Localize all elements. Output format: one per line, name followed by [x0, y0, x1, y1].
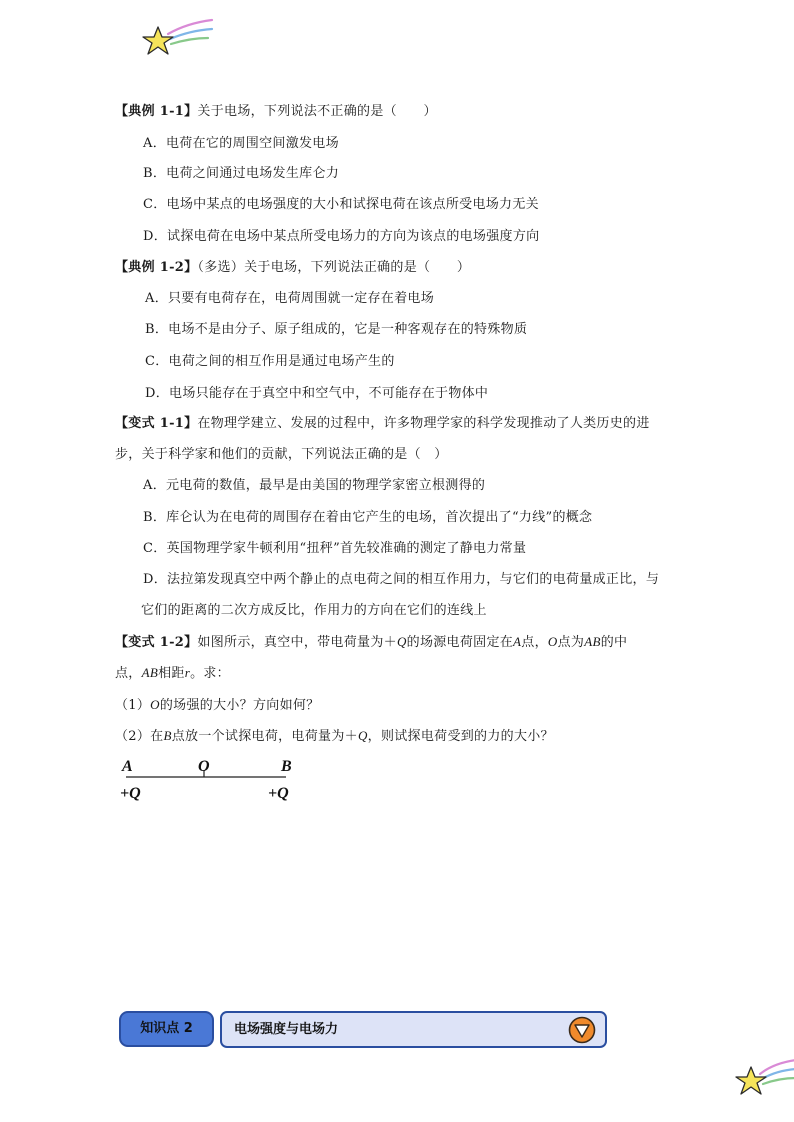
- option-d-cont: 它们的距离的二次方成反比，作用力的方向在它们的连线上: [141, 603, 487, 618]
- label-a: A: [122, 758, 133, 775]
- question-text: 点，: [115, 666, 142, 681]
- question-text: 点，: [521, 635, 548, 650]
- option-c: C．电场中某点的电场强度的大小和试探电荷在该点所受电场力无关: [143, 197, 539, 212]
- option-a: A．电荷在它的周围空间激发电场: [143, 136, 339, 151]
- charge-diagram: [118, 752, 298, 808]
- question-tag: 【变式 1-1】: [115, 416, 198, 431]
- question-text: 如图所示，真空中，带电荷量为＋: [197, 635, 397, 650]
- down-triangle-circle-icon[interactable]: [568, 1016, 596, 1044]
- math-var: Q: [396, 634, 407, 649]
- question-text: （多选）关于电场，下列说法正确的是（ ）: [197, 260, 471, 275]
- knowledge-point-tag: 知识点 2: [119, 1011, 214, 1047]
- question-tag: 【典例 1-2】: [115, 260, 198, 275]
- question-4-stem-cont: [115, 663, 230, 684]
- question-text: 点为: [557, 635, 585, 650]
- question-3-stem-cont: 步，关于科学家和他们的贡献，下列说法正确的是（ ）: [115, 447, 448, 462]
- sub-question-1: [115, 695, 319, 716]
- label-b: B: [281, 758, 292, 775]
- option-b: B．电荷之间通过电场发生库仑力: [143, 166, 340, 181]
- question-4-stem: [115, 632, 627, 653]
- charge-a-label: +Q: [120, 785, 141, 802]
- question-text: （2）在: [115, 729, 164, 744]
- question-text: 点放一个试探电荷，电荷量为＋: [171, 729, 358, 744]
- option-b: B．电场不是由分子、原子组成的，它是一种客观存在的特殊物质: [145, 322, 528, 337]
- question-3-stem: [115, 414, 650, 434]
- question-text: 相距: [158, 666, 185, 681]
- option-a: A．元电荷的数值，最早是由美国的物理学家密立根测得的: [143, 478, 486, 493]
- knowledge-point-title: 电场强度与电场力: [234, 1022, 339, 1037]
- math-var: Q: [357, 728, 368, 743]
- question-text: 。求：: [190, 666, 230, 681]
- math-var: A: [513, 634, 522, 649]
- math-var: B: [163, 728, 172, 743]
- option-d: D．电场只能存在于真空中和空气中，不可能存在于物体中: [145, 386, 489, 401]
- question-tag: 【变式 1-2】: [115, 635, 198, 650]
- question-text: ，则试探电荷受到的力的大小？: [367, 729, 554, 744]
- sub-question-2: [115, 726, 554, 747]
- shooting-star-icon: [734, 1052, 794, 1098]
- question-text: 在物理学建立、发展的过程中，许多物理学家的科学发现推动了人类历史的进: [197, 416, 650, 431]
- option-c: C．电荷之间的相互作用是通过电场产生的: [145, 354, 395, 369]
- question-text: 关于电场，下列说法不正确的是（ ）: [197, 104, 437, 119]
- option-d: D．法拉第发现真空中两个静止的点电荷之间的相互作用力，与它们的电荷量成正比，与: [143, 572, 660, 587]
- math-var: O: [547, 634, 558, 649]
- option-c: C．英国物理学家牛顿利用“扭秤”首先较准确的测定了静电力常量: [143, 541, 527, 556]
- math-var: AB: [584, 634, 601, 649]
- math-var: r: [184, 665, 191, 680]
- math-var: O: [150, 697, 160, 712]
- question-text: 的场强的大小？方向如何？: [159, 698, 320, 713]
- charge-b-label: +Q: [268, 785, 289, 802]
- knowledge-point-bar: [220, 1011, 607, 1048]
- question-2-stem: [115, 258, 470, 278]
- label-o: O: [198, 758, 210, 775]
- question-tag: 【典例 1-1】: [115, 104, 198, 119]
- question-text: 的中: [600, 635, 628, 650]
- option-b: B．库仑认为在电荷的周围存在着由它产生的电场，首次提出了“力线”的概念: [143, 510, 593, 525]
- shooting-star-icon: [138, 14, 216, 60]
- option-d: D．试探电荷在电场中某点所受电场力的方向为该点的电场强度方向: [143, 229, 540, 244]
- question-text: （1）: [115, 698, 151, 713]
- option-a: A．只要有电荷存在，电荷周围就一定存在着电场: [145, 291, 434, 306]
- question-1-stem: [115, 102, 437, 122]
- math-var: AB: [141, 665, 159, 680]
- question-text: 的场源电荷固定在: [406, 635, 514, 650]
